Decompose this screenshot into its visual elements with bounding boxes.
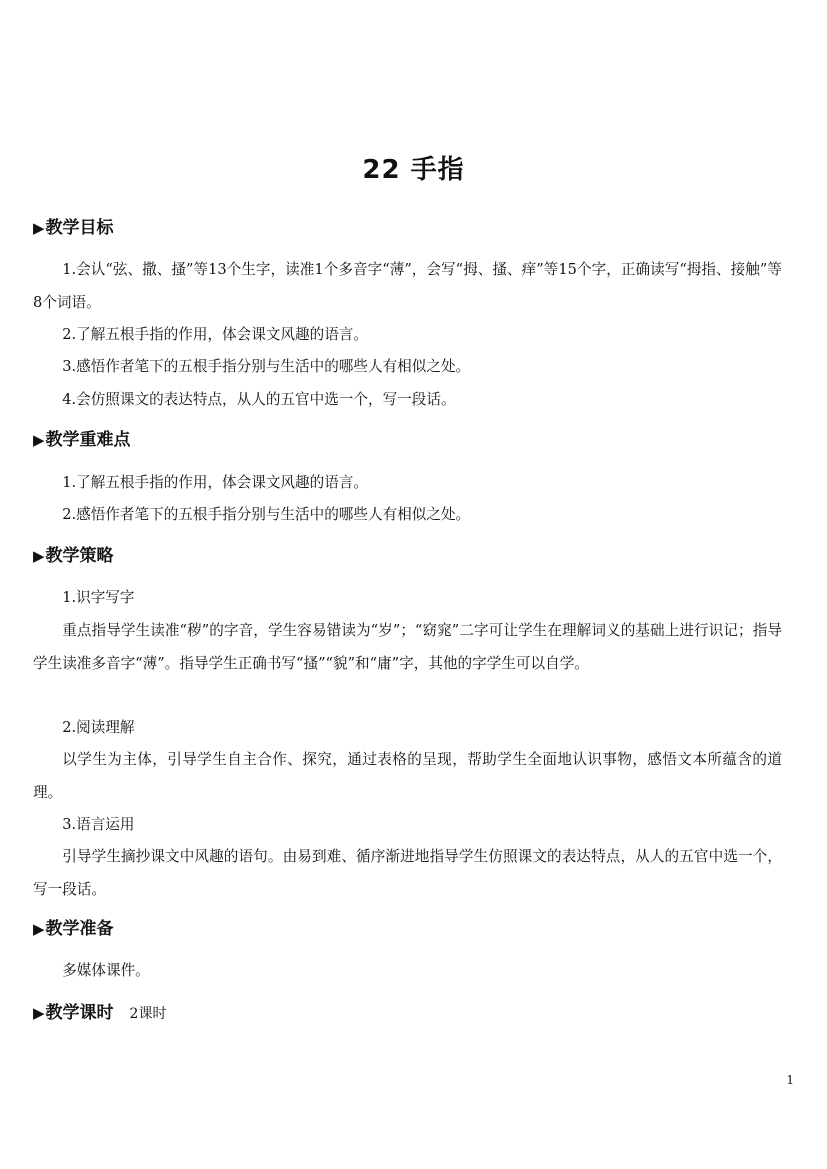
strategy-paragraph-1: 重点指导学生读准“秽”的字音，学生容易错读为“岁”；“窈窕”二字可让学生在理解词义的基础上进行识记；指导学生读准多音字“薄”。指导学生正确书写“搔”“貌”和“庸”字，其他的字学生可以自学。 <box>33 622 782 672</box>
section-heading-hours <box>33 1001 166 1026</box>
strategy-paragraph-2: 以学生为主体，引导学生自主合作、探究，通过表格的呈现，帮助学生全面地认识事物，感悟文本所蕴含的道理。 <box>33 751 782 801</box>
page-title: 22 手指 <box>362 155 465 185</box>
section-title: 教学策略 <box>45 546 114 566</box>
objective-item-4: 4.会仿照课文的表达特点，从人的五官中选一个，写一段话。 <box>62 391 456 408</box>
key-point-item-2: 2.感悟作者笔下的五根手指分别与生活中的哪些人有相似之处。 <box>62 506 471 523</box>
triangle-marker-icon: ▶ <box>33 431 45 449</box>
page-number: 1 <box>786 1073 794 1087</box>
strategy-subheading-1: 1.识字写字 <box>62 589 135 606</box>
key-point-item-1: 1.了解五根手指的作用，体会课文风趣的语言。 <box>62 474 368 491</box>
strategy-subheading-2: 2.阅读理解 <box>62 719 135 736</box>
triangle-marker-icon: ▶ <box>33 219 45 237</box>
section-title: 教学重难点 <box>45 430 131 450</box>
section-heading-preparation <box>33 917 114 941</box>
objective-item-2: 2.了解五根手指的作用，体会课文风趣的语言。 <box>62 326 368 343</box>
strategy-paragraph-3: 引导学生摘抄课文中风趣的语句。由易到难、循序渐进地指导学生仿照课文的表达特点，从人的五官中选一个，写一段话。 <box>33 848 782 898</box>
section-title: 教学准备 <box>45 919 114 939</box>
section-title: 教学课时 <box>45 1003 114 1023</box>
section-heading-objectives <box>33 216 114 240</box>
triangle-marker-icon: ▶ <box>33 547 45 565</box>
section-heading-strategy <box>33 544 114 568</box>
strategy-subheading-3: 3.语言运用 <box>62 816 135 833</box>
section-title: 教学目标 <box>45 218 114 238</box>
objective-item-3: 3.感悟作者笔下的五根手指分别与生活中的哪些人有相似之处。 <box>62 358 471 375</box>
triangle-marker-icon: ▶ <box>33 1004 45 1022</box>
hours-value: 2课时 <box>129 1006 167 1022</box>
objective-item-1: 1.会认“弦、撒、搔”等13个生字，读准1个多音字“薄”，会写“拇、搔、痒”等15个字，正确读写“拇指、接触”等8个词语。 <box>33 261 782 311</box>
section-heading-key-points <box>33 428 131 452</box>
triangle-marker-icon: ▶ <box>33 920 45 938</box>
preparation-item: 多媒体课件。 <box>62 962 150 979</box>
